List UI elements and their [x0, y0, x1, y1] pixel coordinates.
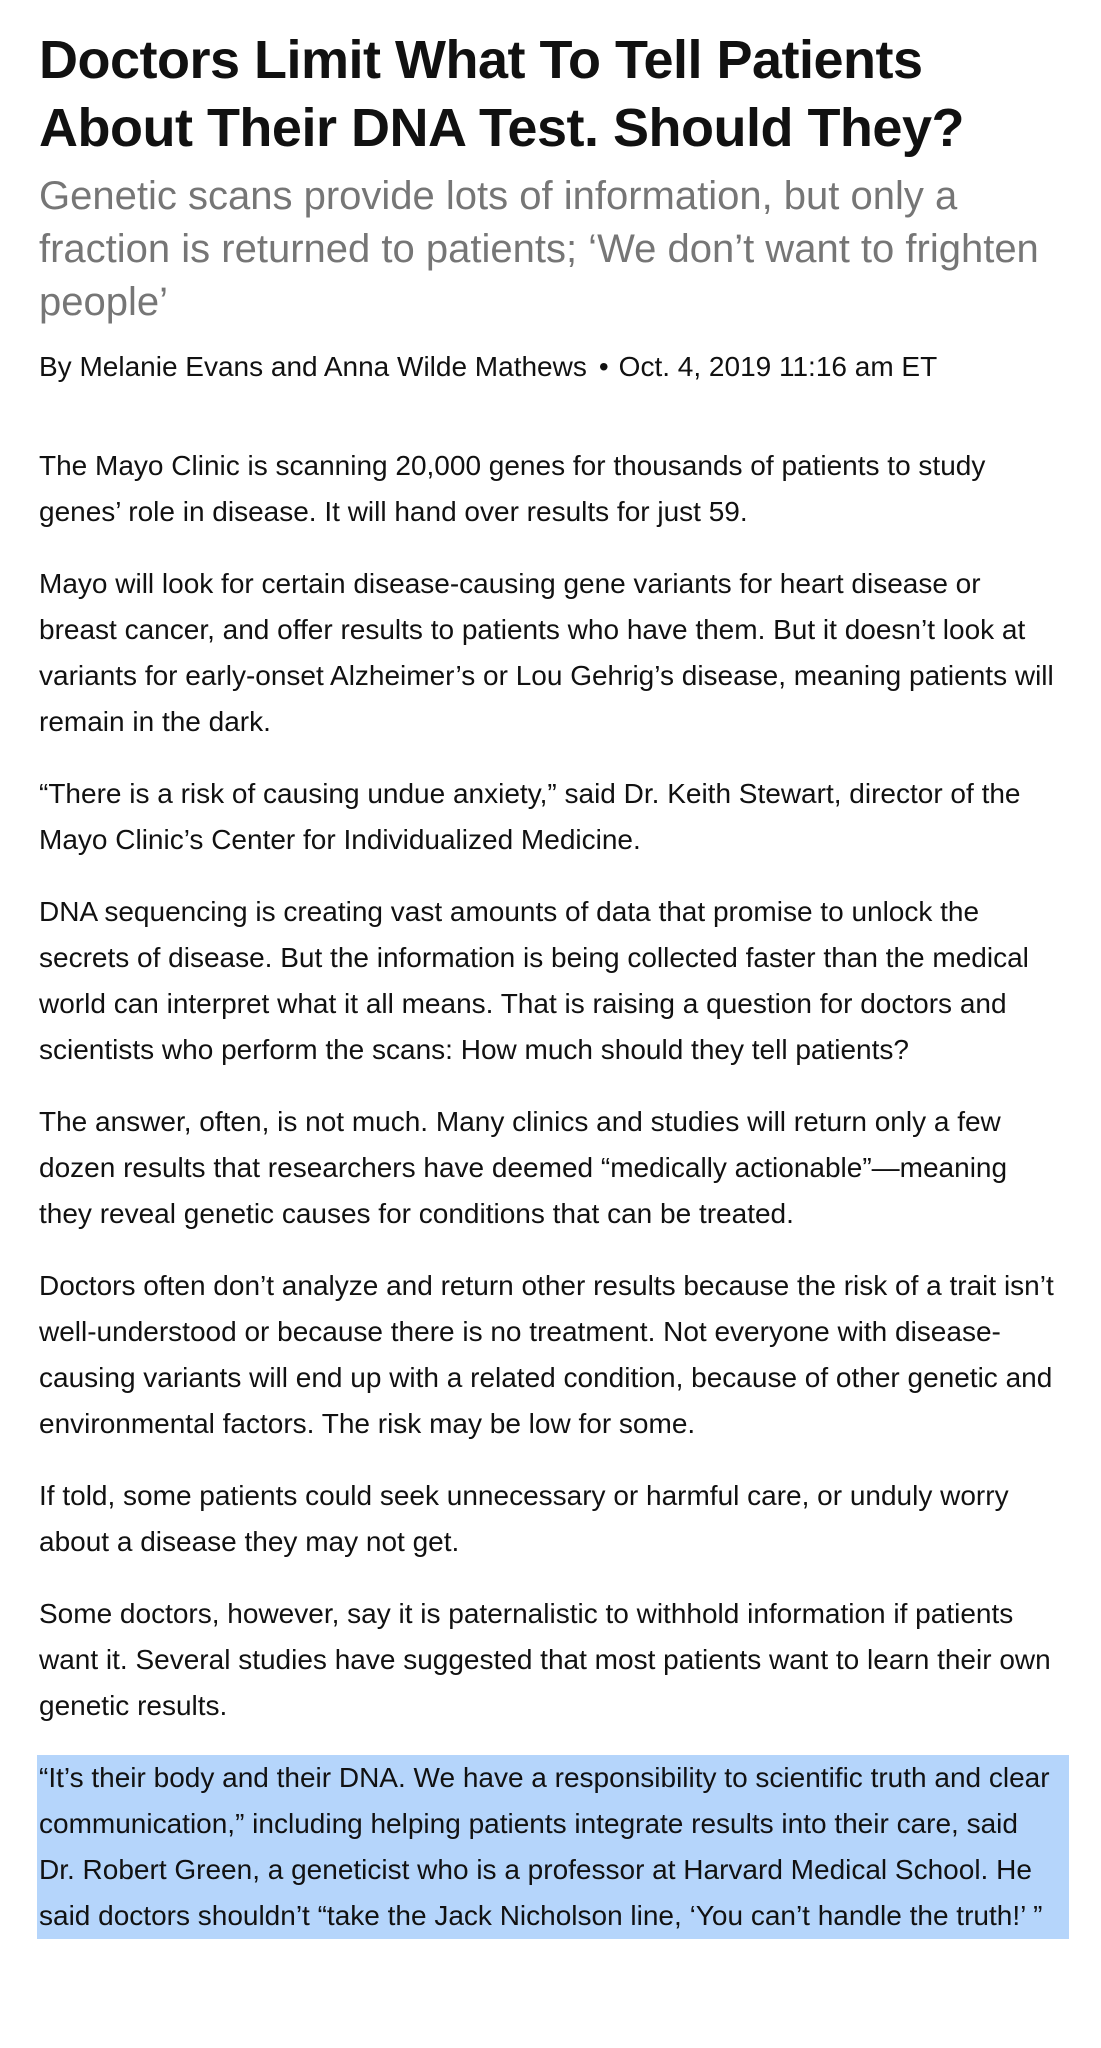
article-paragraph-5: The answer, often, is not much. Many clinics and studies will return only a few dozen results that researchers have deemed “medically actionable”—meaning they reveal genetic causes for conditions that can be treated.: [39, 1106, 1008, 1229]
article-paragraph-9-selected[interactable]: “It’s their body and their DNA. We have a responsibility to scientific truth and clear communication,” including helping patients integrate results into their care, said Dr. Robert Green, a geneticist who is a professor at Harvard Medical School. He said doctors shouldn’t “take the Jack Nicholson line, ‘You can’t handle the truth!’ ”: [37, 1755, 1069, 1939]
byline-date: Oct. 4, 2019 11:16 am ET: [618, 351, 938, 382]
article-paragraph-6: Doctors often don’t analyze and return other results because the risk of a trait isn’t well-understood or because there is no treatment. Not everyone with disease-causing variants will end up with a related condition, because of other genetic and environmental factors. The risk may be low for some.: [39, 1270, 1054, 1439]
article-body: [39, 443, 1061, 1939]
byline-separator-dot: •: [598, 351, 609, 382]
article-paragraph-1: The Mayo Clinic is scanning 20,000 genes for thousands of patients to study genes’ role in disease. It will hand over results for just 59.: [39, 450, 986, 527]
article-paragraph-4: DNA sequencing is creating vast amounts of data that promise to unlock the secrets of disease. But the information is being collected faster than the medical world can interpret what it all means. That is raising a question for doctors and scientists who perform the scans: How much should they tell patients?: [39, 896, 1029, 1065]
article-dek: Genetic scans provide lots of information, but only a fraction is returned to patients; ‘We don’t want to frighten people’: [39, 174, 1039, 324]
article-paragraph-3: “There is a risk of causing undue anxiety,” said Dr. Keith Stewart, director of the Mayo Clinic’s Center for Individualized Medicine.: [39, 778, 1021, 855]
byline-authors: By Melanie Evans and Anna Wilde Mathews: [39, 351, 587, 382]
article-byline: [39, 349, 1061, 385]
article-paragraph-8: Some doctors, however, say it is paternalistic to withhold information if patients want it. Several studies have suggested that most patients want to learn their own genetic results.: [39, 1598, 1051, 1721]
article-paragraph-7: If told, some patients could seek unnecessary or harmful care, or unduly worry about a disease they may not get.: [39, 1480, 1009, 1557]
article-paragraph-2: Mayo will look for certain disease-causing gene variants for heart disease or breast cancer, and offer results to patients who have them. But it doesn’t look at variants for early-onset Alzheimer’s or Lou Gehrig’s disease, meaning patients will remain in the dark.: [39, 568, 1054, 737]
article-headline: Doctors Limit What To Tell Patients About Their DNA Test. Should They?: [39, 30, 964, 158]
